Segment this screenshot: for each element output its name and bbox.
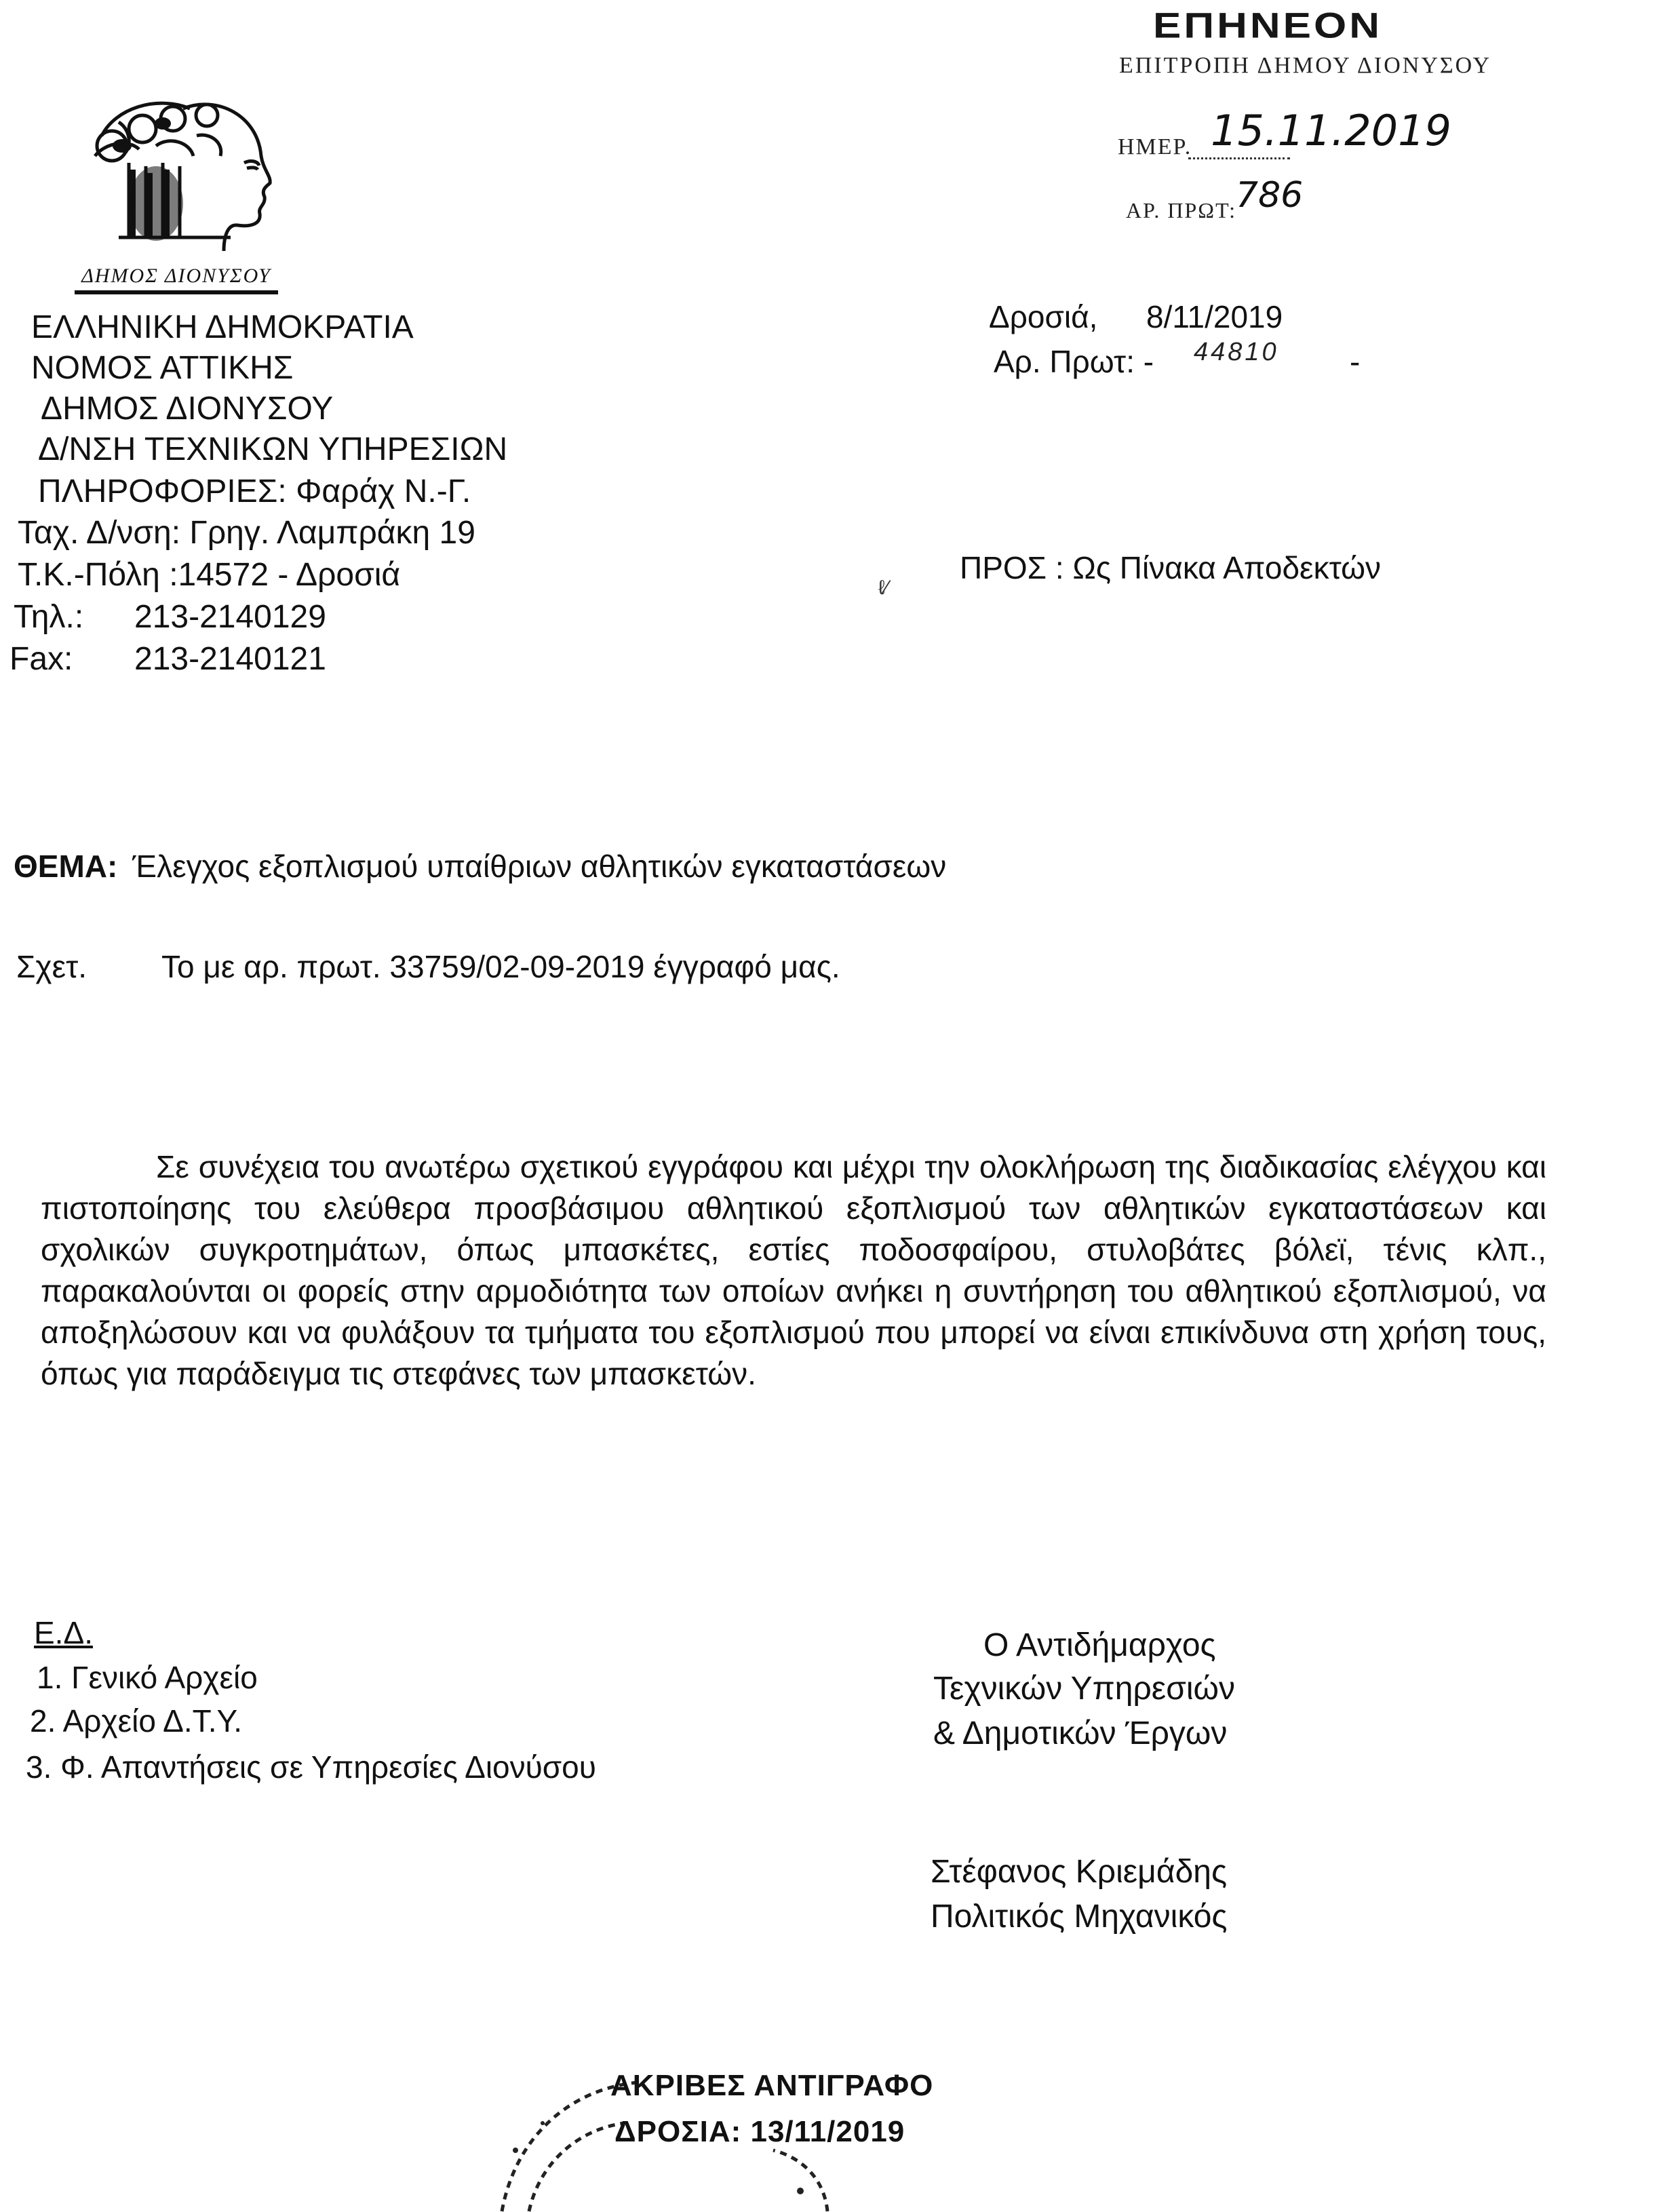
stamp-date-dots: [1188, 157, 1290, 159]
municipality-logo: [54, 81, 298, 292]
sender-line-6: Ταχ. Δ/νση: Γρηγ. Λαμπράκη 19: [18, 515, 475, 551]
sender-line-2: ΝΟΜΟΣ ΑΤΤΙΚΗΣ: [31, 350, 294, 386]
reference-label: Σχετ.: [16, 949, 87, 984]
logo-underline: [75, 290, 278, 294]
distribution-item-3: 3. Φ. Απαντήσεις σε Υπηρεσίες Διονύσου: [26, 1749, 596, 1785]
reference-text: Το με αρ. πρωτ. 33759/02-09-2019 έγγραφό μας.: [161, 949, 840, 984]
stamp-protocol-handwritten: 786: [1236, 175, 1304, 216]
sender-fax-value: 213-2140121: [134, 641, 326, 677]
place-date-value: 8/11/2019: [1146, 299, 1283, 334]
body-text: [41, 1146, 1546, 1395]
sender-line-3: ΔΗΜΟΣ ΔΙΟΝΥΣΟΥ: [41, 391, 334, 427]
distribution-item-1: 1. Γενικό Αρχείο: [37, 1660, 258, 1695]
subject-label: ΘΕΜΑ:: [14, 849, 118, 884]
signatory-name: Στέφανος Κριεμάδης: [931, 1854, 1228, 1890]
certified-copy-stamp: [475, 2055, 963, 2212]
sender-fax-label: Fax:: [9, 641, 73, 677]
distribution-item-2: 2. Αρχείο Δ.Τ.Υ.: [30, 1703, 243, 1739]
signatory-role-2: Τεχνικών Υπηρεσιών: [933, 1671, 1235, 1707]
sender-tel-label: Τηλ.:: [14, 599, 84, 635]
body-paragraph: Σε συνέχεια του ανωτέρω σχετικού εγγράφου και μέχρι την ολοκλήρωση της διαδικασίας ελέγχου και πιστοποίησης του ελεύθερα προσβάσιμου αθλητικού εξοπλισμού των αθλητικών εγκαταστάσεων και σχολικών συγκροτημάτων, όπως μπασκέτες, εστίες ποδοσφαίρου, στυλοβάτες βόλεϊ, τένις κλπ., παρακαλούνται οι φορείς στην αρμοδιότητα των οποίων ανήκει η συντήρηση του αθλητικού εξοπλισμού, να αποξηλώσουν και να φυλάξουν τα τμήματα του εξοπλισμού που μπορεί να είναι επικίνδυνα στη χρήση τους, όπως για παράδειγμα τις στεφάνες των μπασκετών.: [41, 1149, 1546, 1391]
stamp-subtitle: ΕΠΙΤΡΟΠΗ ΔΗΜΟΥ ΔΙΟΝΥΣΟΥ: [1119, 53, 1492, 78]
signatory-role-1: Ο Αντιδήμαρχος: [983, 1627, 1216, 1663]
protocol-handwritten: 44810: [1194, 338, 1279, 366]
stamp-date-label: ΗΜΕΡ.: [1118, 134, 1192, 159]
recipient: ΠΡΟΣ : Ως Πίνακα Αποδεκτών: [960, 550, 1381, 585]
stamp-protocol-label: ΑΡ. ΠΡΩΤ:: [1126, 198, 1236, 222]
sender-line-7: Τ.Κ.-Πόλη :14572 - Δροσιά: [18, 557, 401, 593]
stamp-certified-line-1: ΑΚΡΙΒΕΣ ΑΝΤΙΓΡΑΦΟ: [610, 2069, 934, 2102]
distribution-title: Ε.Δ.: [34, 1615, 93, 1650]
sender-line-1: ΕΛΛΗΝΙΚΗ ΔΗΜΟΚΡΑΤΙΑ: [31, 309, 414, 345]
dionysus-head-emblem: [54, 81, 298, 265]
protocol-suffix: -: [1350, 344, 1361, 379]
sender-tel-value: 213-2140129: [134, 599, 326, 635]
stamp-certified-line-2: ΔΡΟΣΙΑ: 13/11/2019: [614, 2115, 905, 2148]
stamp-title: ΕΠΗΝΕΟΝ: [1153, 5, 1383, 46]
sender-line-4: Δ/ΝΣΗ ΤΕΧΝΙΚΩΝ ΥΠΗΡΕΣΙΩΝ: [38, 431, 508, 467]
sender-line-5: ΠΛΗΡΟΦΟΡΙΕΣ: Φαράχ Ν.-Γ.: [38, 473, 471, 509]
subject-text: Έλεγχος εξοπλισμού υπαίθριων αθλητικών εγκαταστάσεων: [132, 849, 947, 884]
place-date-label: Δροσιά,: [989, 299, 1098, 334]
scan-mark: ℓ⁄: [878, 577, 888, 599]
protocol-label: Αρ. Πρωτ: -: [994, 344, 1154, 379]
received-stamp: [1112, 5, 1533, 222]
signatory-role-3: & Δημοτικών Έργων: [933, 1715, 1228, 1751]
signatory-title: Πολιτικός Μηχανικός: [931, 1899, 1228, 1935]
logo-caption: ΔΗΜΟΣ ΔΙΟΝΥΣΟΥ: [81, 265, 271, 287]
stamp-date-handwritten: 15.11.2019: [1211, 106, 1451, 155]
